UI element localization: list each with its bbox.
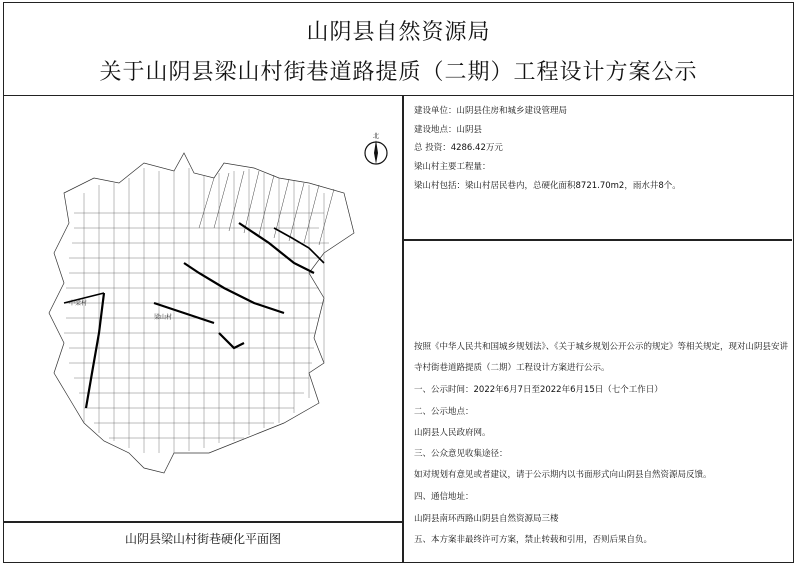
map-caption: 山阴县梁山村街巷硬化平面图 <box>124 532 281 546</box>
notice-title: 关于山阴县梁山村街巷道路提质（二期）工程设计方案公示 <box>99 60 698 85</box>
scope-heading: 梁山村主要工程量： <box>414 162 491 172</box>
title-area <box>4 3 793 96</box>
location-line: 建设地点：山阴县 <box>414 125 483 135</box>
svg-text:中梁村: 中梁村 <box>69 300 88 307</box>
svg-text:北: 北 <box>373 133 380 140</box>
svg-text:梁山村: 梁山村 <box>154 314 173 321</box>
builder-line: 建设单位：山阴县住房和城乡建设管理局 <box>414 106 568 116</box>
north-arrow-icon <box>361 131 391 167</box>
agency-title: 山阴县自然资源局 <box>306 20 491 45</box>
notice-item-1: 一、公示时间：2022年6月7日至2022年6月15日（七个工作日） <box>414 385 663 395</box>
investment-value: 4286.42万元 <box>450 143 503 153</box>
notice-item-4-detail: 山阴县南环西路山阴县自然资源局三楼 <box>414 514 559 524</box>
investment-label: 总 投资： <box>414 143 451 153</box>
notice-item-3: 三、公众意见收集途径： <box>414 449 508 459</box>
notice-intro-line2: 寺村街巷道路提质（二期）工程设计方案进行公示。 <box>414 363 610 373</box>
column-divider <box>402 95 404 562</box>
caption-divider <box>4 521 402 523</box>
scope-detail: 梁山村包括：梁山村居民巷内，总硬化面积8721.70m2，雨水井8个。 <box>414 181 681 191</box>
site-plan-map <box>24 123 394 518</box>
notice-item-5: 五、本方案非最终许可方案，禁止转载和引用，否则后果自负。 <box>414 535 653 545</box>
notice-intro-line1: 按照《中华人民共和国城乡规划法》、《关于城乡规划公开公示的规定》等相关规定，现对山阴县安讲 <box>414 342 789 352</box>
notice-item-2-detail: 山阴县人民政府网。 <box>414 428 491 438</box>
notice-sheet <box>3 2 794 563</box>
investment-line <box>414 142 503 154</box>
notice-item-4: 四、通信地址： <box>414 492 474 502</box>
notice-item-3-detail: 如对规划有意见或者建议，请于公示期内以书面形式向山阴县自然资源局反馈。 <box>414 470 712 480</box>
section-divider <box>402 239 792 241</box>
notice-item-2: 二、公示地点： <box>414 407 474 417</box>
